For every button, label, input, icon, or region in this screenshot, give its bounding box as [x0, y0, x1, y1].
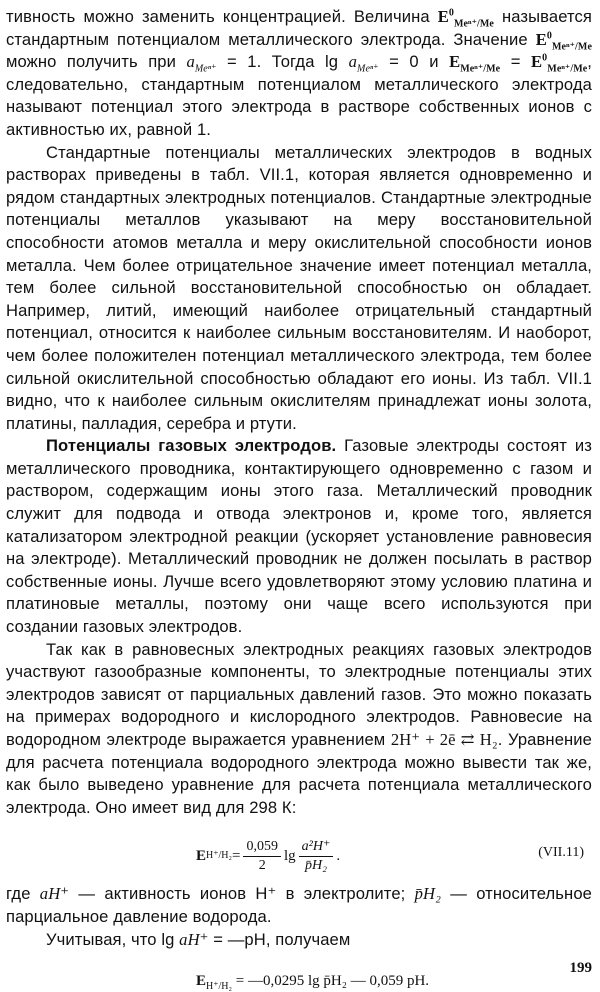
- symbol-e0: $E^0_{Me^{n+}/Me}$: [535, 29, 592, 52]
- symbol-activity: $a_{Me^{n+}}$: [186, 52, 217, 75]
- eq-rhs: = —0,0295 lg p̄H₂ — 0,059 pH.: [232, 973, 430, 990]
- text-run: Газовые электроды состоят из металлического проводника, контактирующего одновременно с газом и раствором, содержащим ионы этого газа. Металлический проводник служит для подвода и отвода электронов и, кроме того, является катализатором электродной реакции (ускоряет установление равновесия на электроде). Металлический проводник не должен посылать в раствор собственные ионы. Лучше всего удовлетворяют этому условию платина и платиновые металлы, поэтому они чаще всего используются при создании газовых электродов.: [6, 436, 592, 637]
- symbol-e0: $E^0_{Me^{n+}/Me}$: [531, 52, 588, 75]
- symbol-e0: $E^0_{Me^{n+}/Me}$: [437, 7, 494, 30]
- text-run: можно получить при: [6, 52, 187, 72]
- symbol-activity: $a_{Me^{n+}}$: [348, 52, 379, 75]
- text-run: , следовательно, стандартным потенциалом металлического электрода называют потенциал этого электрода в растворе собственных ионов с активностью их, равной 1.: [6, 52, 592, 139]
- text-run: = 0 и: [378, 52, 450, 72]
- symbol-activity-h: aH⁺: [39, 884, 70, 904]
- eq-end: .: [336, 847, 341, 864]
- text-run: — активность ионов H⁺ в электролите;: [69, 884, 415, 904]
- eq-symbol-e: E: [196, 973, 207, 990]
- eq-log: lg: [283, 847, 296, 864]
- eq-symbol-e: E: [196, 847, 207, 864]
- paragraph-2: Стандартные потенциалы металлических электродов в водных растворах приведены в табл. VII.1, которая является одновременно и рядом стандартных электродных потенциалов. Стандартные электродные потенциалы металлов указывают на меру восстановительной способности атомов металла и меру окислительной способности ионов металла. Чем более отрицательное значение имеет потенциал металла, тем более сильной восстановительной способностью он обладает. Например, литий, имеющий наиболее отрицательный стандартный потенциал, относится к наиболее сильным восстановителям. И наоборот, чем более положителен потенциал металлического электрода, тем более сильной окислительной способностью обладают его ионы. Из табл. VII.1 видно, что к наиболее сильным окислителям принадлежат ионы золота, платины, палладия, серебра и ртути.: [6, 142, 592, 433]
- equation-number: (VII.11): [538, 845, 584, 861]
- symbol-activity-h: aH⁺: [179, 929, 209, 949]
- eq-fraction: $\frac{\text{a²H⁺}}{\text{p̄H₂}}$: [299, 839, 334, 874]
- text-run: =: [500, 52, 531, 72]
- text-run: где: [6, 884, 40, 904]
- eq-subscript: H⁺/H₂: [206, 981, 233, 992]
- equation-body: E H⁺/H₂ = $\frac{0,059}{2}$ lg $\frac{\text{a²H⁺}}{\text{p̄H₂}}$ .: [196, 838, 341, 873]
- text-run: = 1. Тогда lg: [216, 52, 349, 72]
- reaction-equation: 2H⁺ + 2ē ⇄ H₂: [390, 730, 498, 749]
- eq-equals: =: [232, 847, 241, 864]
- section-heading: Потенциалы газовых электродов.: [46, 436, 337, 456]
- paragraph-3: [6, 435, 592, 638]
- text-run: Так как в равновесных электродных реакциях газовых электродов участвуют газообразные компоненты, то электродные потенциалы этих электродов зависят от парциальных давлений газов. Это можно показать на примерах водородного и кислородного электродов. Равновесие на водородном электроде выражается уравнением: [6, 639, 592, 749]
- text-run: = —pH, получаем: [208, 929, 351, 949]
- paragraph-1: [6, 6, 592, 142]
- eq-coefficient: $\frac{0,059}{2}$: [243, 839, 281, 874]
- text-run: — относительное парциальное давление водорода.: [6, 884, 592, 926]
- equation-vii-11: [6, 833, 592, 879]
- text-run: . Уравнение для расчета потенциала водородного электрода можно вывести так же, как было выведено уравнение для расчета потенциала металлического электрода. Оно имеет вид для 298 К:: [6, 730, 592, 817]
- equation-2: [6, 973, 592, 990]
- symbol-pressure-h2: p̄H₂: [414, 884, 441, 904]
- paragraph-4: [6, 639, 592, 820]
- paragraph-5: [6, 883, 592, 928]
- page-number: 199: [569, 960, 592, 976]
- paragraph-6: [6, 929, 592, 952]
- symbol-e: $E_{Me^{n+}/Me}$: [449, 52, 501, 75]
- text-run: называется стандартным потенциалом металлического электрода. Значение: [6, 7, 592, 49]
- text-run: тивность можно заменить концентрацией. Величина: [6, 7, 438, 26]
- text-run: Учитывая, что lg: [46, 929, 180, 949]
